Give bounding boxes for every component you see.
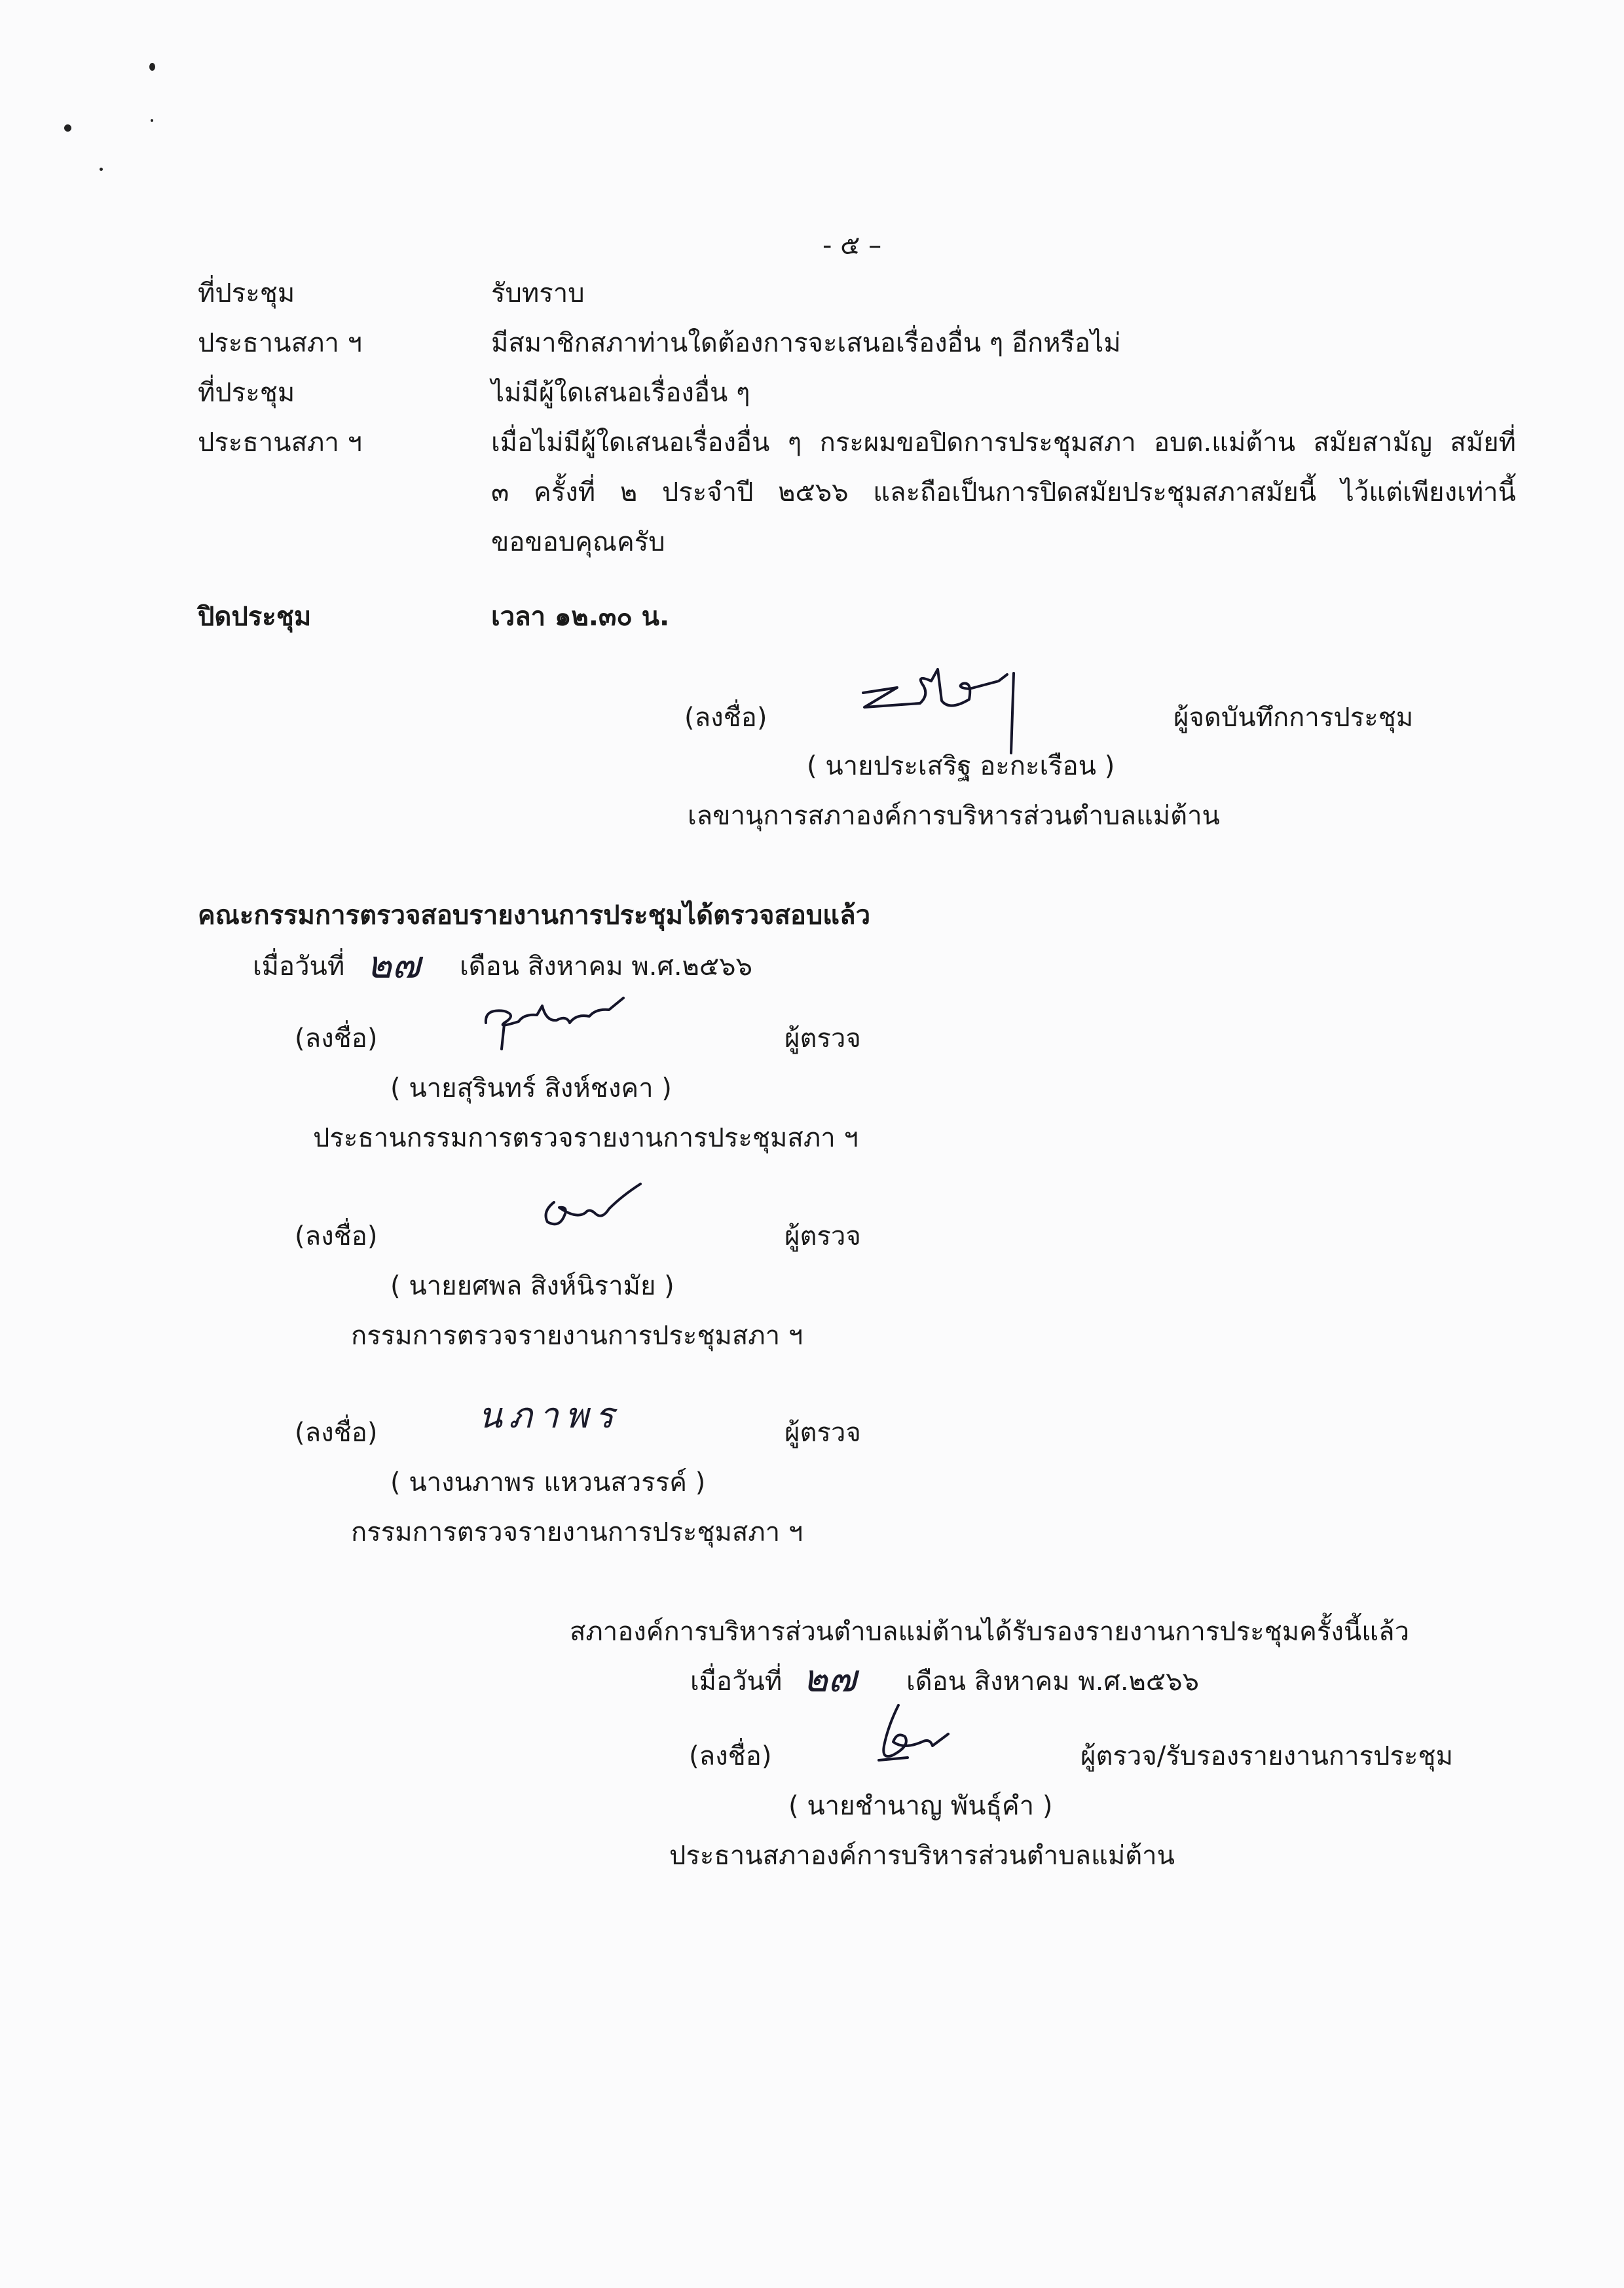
sign-label: (ลงชื่อ) bbox=[295, 1418, 378, 1448]
speaker-label: ประธานสภา ฯ bbox=[198, 328, 362, 358]
member-signature: นภาพร bbox=[478, 1395, 621, 1436]
signer-name: ( นายสุรินทร์ สิงห์ชงคา ) bbox=[390, 1073, 672, 1103]
signer-position: กรรมการตรวจรายงานการประชุมสภา ฯ bbox=[351, 1321, 803, 1351]
sign-label: (ลงชื่อ) bbox=[295, 1221, 378, 1251]
certification-date-prefix: เมื่อวันที่ bbox=[690, 1667, 783, 1697]
sign-label: (ลงชื่อ) bbox=[295, 1024, 378, 1054]
signer-role: ผู้ตรวจ/รับรองรายงานการประชุม bbox=[1080, 1741, 1453, 1771]
signer-position: ประธานสภาองค์การบริหารส่วนตำบลแม่ต้าน bbox=[669, 1841, 1175, 1871]
signer-position: เลขานุการสภาองค์การบริหารส่วนตำบลแม่ต้าน bbox=[688, 801, 1220, 831]
speaker-label: ที่ประชุม bbox=[198, 278, 295, 308]
scan-speck bbox=[149, 63, 155, 71]
minutes-text: รับทราบ bbox=[491, 278, 585, 308]
page-number: - ๕ – bbox=[822, 231, 882, 261]
review-date-prefix: เมื่อวันที่ bbox=[253, 951, 345, 982]
minutes-text: ไม่มีผู้ใดเสนอเรื่องอื่น ๆ bbox=[491, 378, 750, 408]
minutes-text-line: ขอขอบคุณครับ bbox=[491, 527, 665, 557]
signer-name: ( นายยศพล สิงห์นิรามัย ) bbox=[390, 1271, 674, 1301]
scan-speck bbox=[64, 124, 71, 132]
member-signature bbox=[530, 1172, 648, 1231]
scan-speck bbox=[151, 119, 153, 122]
member-signature bbox=[478, 982, 635, 1054]
certification-statement: สภาองค์การบริหารส่วนตำบลแม่ต้านได้รับรองรายงานการประชุมครั้งนี้แล้ว bbox=[570, 1617, 1410, 1647]
signer-name: ( นางนภาพร แหวนสวรรค์ ) bbox=[390, 1467, 706, 1498]
review-date-rest: เดือน สิงหาคม พ.ศ.๒๕๖๖ bbox=[460, 951, 752, 982]
signer-position: กรรมการตรวจรายงานการประชุมสภา ฯ bbox=[351, 1517, 803, 1547]
sign-label: (ลงชื่อ) bbox=[684, 703, 767, 733]
sign-label: (ลงชื่อ) bbox=[689, 1741, 772, 1771]
minutes-text: มีสมาชิกสภาท่านใดต้องการจะเสนอเรื่องอื่น ๆ อีกหรือไม่ bbox=[491, 328, 1121, 358]
signer-name: ( นายประเสริฐ อะกะเรือน ) bbox=[807, 751, 1115, 781]
signer-position: ประธานกรรมการตรวจรายงานการประชุมสภา ฯ bbox=[313, 1123, 858, 1153]
minutes-text-line: เมื่อไม่มีผู้ใดเสนอเรื่องอื่น ๆ กระผมขอปิดการประชุมสภา อบต.แม่ต้าน สมัยสามัญ สมัยที่ bbox=[491, 428, 1516, 458]
closing-label: ปิดประชุม bbox=[198, 602, 312, 632]
review-date-day: ๒๗ bbox=[367, 942, 420, 987]
signer-role: ผู้ตรวจ bbox=[784, 1221, 861, 1251]
recorder-signature bbox=[858, 655, 1028, 753]
committee-heading: คณะกรรมการตรวจสอบรายงานการประชุมได้ตรวจสอบแล้ว bbox=[198, 900, 871, 931]
scan-speck bbox=[100, 168, 103, 171]
signer-role: ผู้ตรวจ bbox=[784, 1024, 861, 1054]
closing-time: เวลา ๑๒.๓๐ น. bbox=[491, 602, 670, 632]
certifier-signature bbox=[864, 1700, 956, 1772]
certification-date-rest: เดือน สิงหาคม พ.ศ.๒๕๖๖ bbox=[906, 1667, 1199, 1697]
minutes-text-line: ๓ ครั้งที่ ๒ ประจำปี ๒๕๖๖ และถือเป็นการปิดสมัยประชุมสภาสมัยนี้ ไว้แต่เพียงเท่านี้ bbox=[491, 477, 1516, 507]
certification-date-day: ๒๗ bbox=[803, 1656, 857, 1701]
signer-role: ผู้จดบันทึกการประชุม bbox=[1173, 703, 1414, 733]
signer-name: ( นายชำนาญ พันธุ์คำ ) bbox=[788, 1791, 1053, 1821]
speaker-label: ที่ประชุม bbox=[198, 378, 295, 408]
signer-role: ผู้ตรวจ bbox=[784, 1418, 861, 1448]
speaker-label: ประธานสภา ฯ bbox=[198, 428, 362, 458]
